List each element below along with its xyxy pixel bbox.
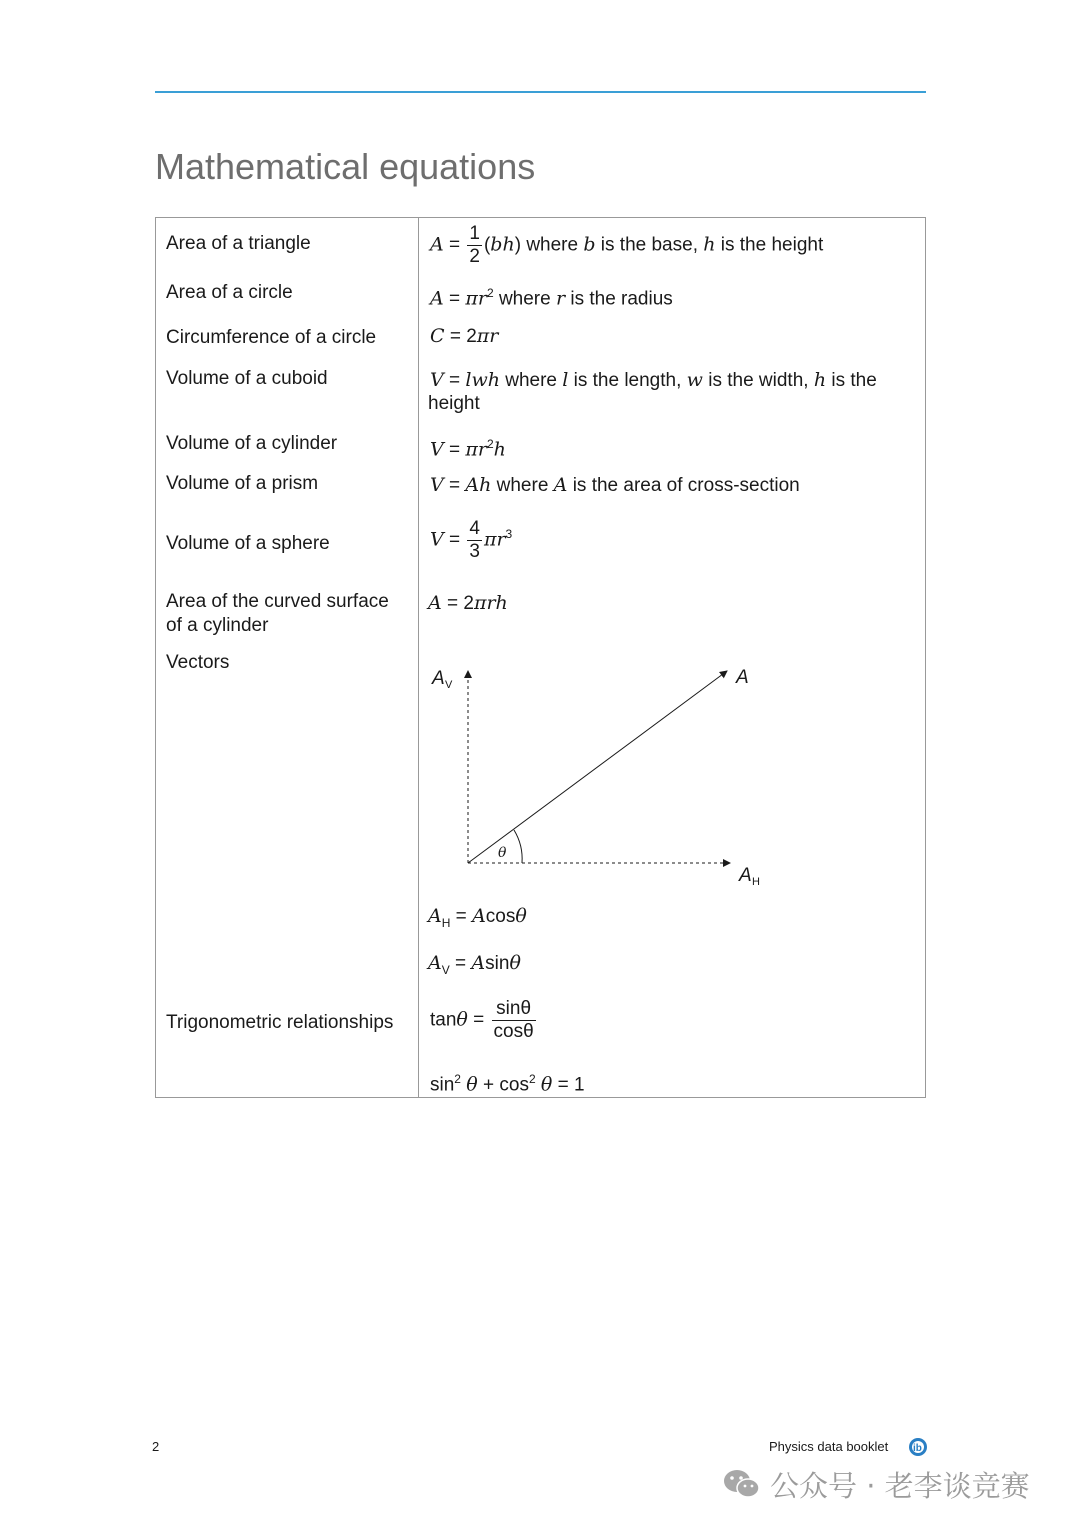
label-trig: Trigonometric relationships: [166, 1012, 394, 1033]
watermark-text: 公众号 · 老李谈竞赛: [770, 1469, 1030, 1503]
formula-pythagorean-identity: $\sin^2 \theta + \cos^2 \theta = 1$: [430, 1072, 585, 1096]
label-vectors: Vectors: [166, 652, 230, 673]
av-subscript: V: [445, 679, 453, 691]
formula-area-circle: $A = \pi r^2$ where r is the radius: [430, 286, 673, 310]
equations-table: [155, 217, 926, 1098]
label-volume-prism: Volume of a prism: [166, 473, 319, 494]
formula-tan: tanθ = $\frac{\sin\theta}{\cos\theta}$: [430, 998, 534, 1042]
vector-a-arrow: [468, 671, 727, 863]
vector-diagram: [418, 653, 778, 893]
formula-av: $A_V = Asin\theta$: [428, 952, 521, 977]
ah-label: A: [739, 865, 752, 886]
label-area-circle: Area of a circle: [166, 282, 293, 303]
label-area-triangle: Area of a triangle: [166, 233, 311, 254]
ah-subscript: H: [752, 876, 760, 888]
label-volume-cuboid: Volume of a cuboid: [166, 368, 328, 389]
svg-text:ib: ib: [913, 1443, 922, 1454]
page-number: 2: [152, 1439, 160, 1454]
formula-circumference: C = 2πr: [430, 325, 499, 347]
av-label: A: [432, 668, 445, 689]
formula-ah: $A_H = Acos\theta$: [428, 905, 527, 930]
formula-area-triangle: A = $\frac{1}{2}$ (bh) where b is the base, h is the height: [430, 223, 824, 267]
label-volume-cylinder: Volume of a cylinder: [166, 433, 338, 454]
formula-curved-surface: A = 2πrh: [428, 592, 508, 614]
vector-a-label: A: [736, 667, 749, 688]
formula-volume-cuboid-wrap: height: [428, 393, 480, 414]
ib-logo-icon: [908, 1437, 928, 1457]
theta-label: θ: [498, 845, 507, 861]
page-title: Mathematical equations: [155, 146, 536, 187]
fraction-half: $\frac{1}{2}$: [469, 223, 480, 267]
fraction-sin-cos: $\frac{\sin\theta}{\cos\theta}$: [493, 998, 534, 1042]
label-curved-surface: Area of the curved surface: [166, 591, 389, 612]
fraction-four-thirds: $\frac{4}{3}$: [469, 518, 480, 562]
label-volume-sphere: Volume of a sphere: [166, 533, 330, 554]
top-rule: [155, 91, 926, 93]
formula-volume-prism: V = Ah where A is the area of cross-section: [430, 474, 800, 496]
wechat-icon: [722, 1467, 762, 1501]
booklet-name: Physics data booklet: [769, 1439, 889, 1454]
label-circumference: Circumference of a circle: [166, 327, 377, 348]
formula-volume-sphere: V = $\frac{4}{3}$ $\pi r^3$: [430, 518, 513, 562]
angle-arc: [514, 830, 522, 863]
formula-volume-cylinder: $V = \pi r^2h$: [430, 437, 506, 461]
label-curved-surface-line2: of a cylinder: [166, 615, 269, 636]
formula-volume-cuboid: V = lwh where l is the length, w is the width, h is the: [430, 369, 877, 391]
